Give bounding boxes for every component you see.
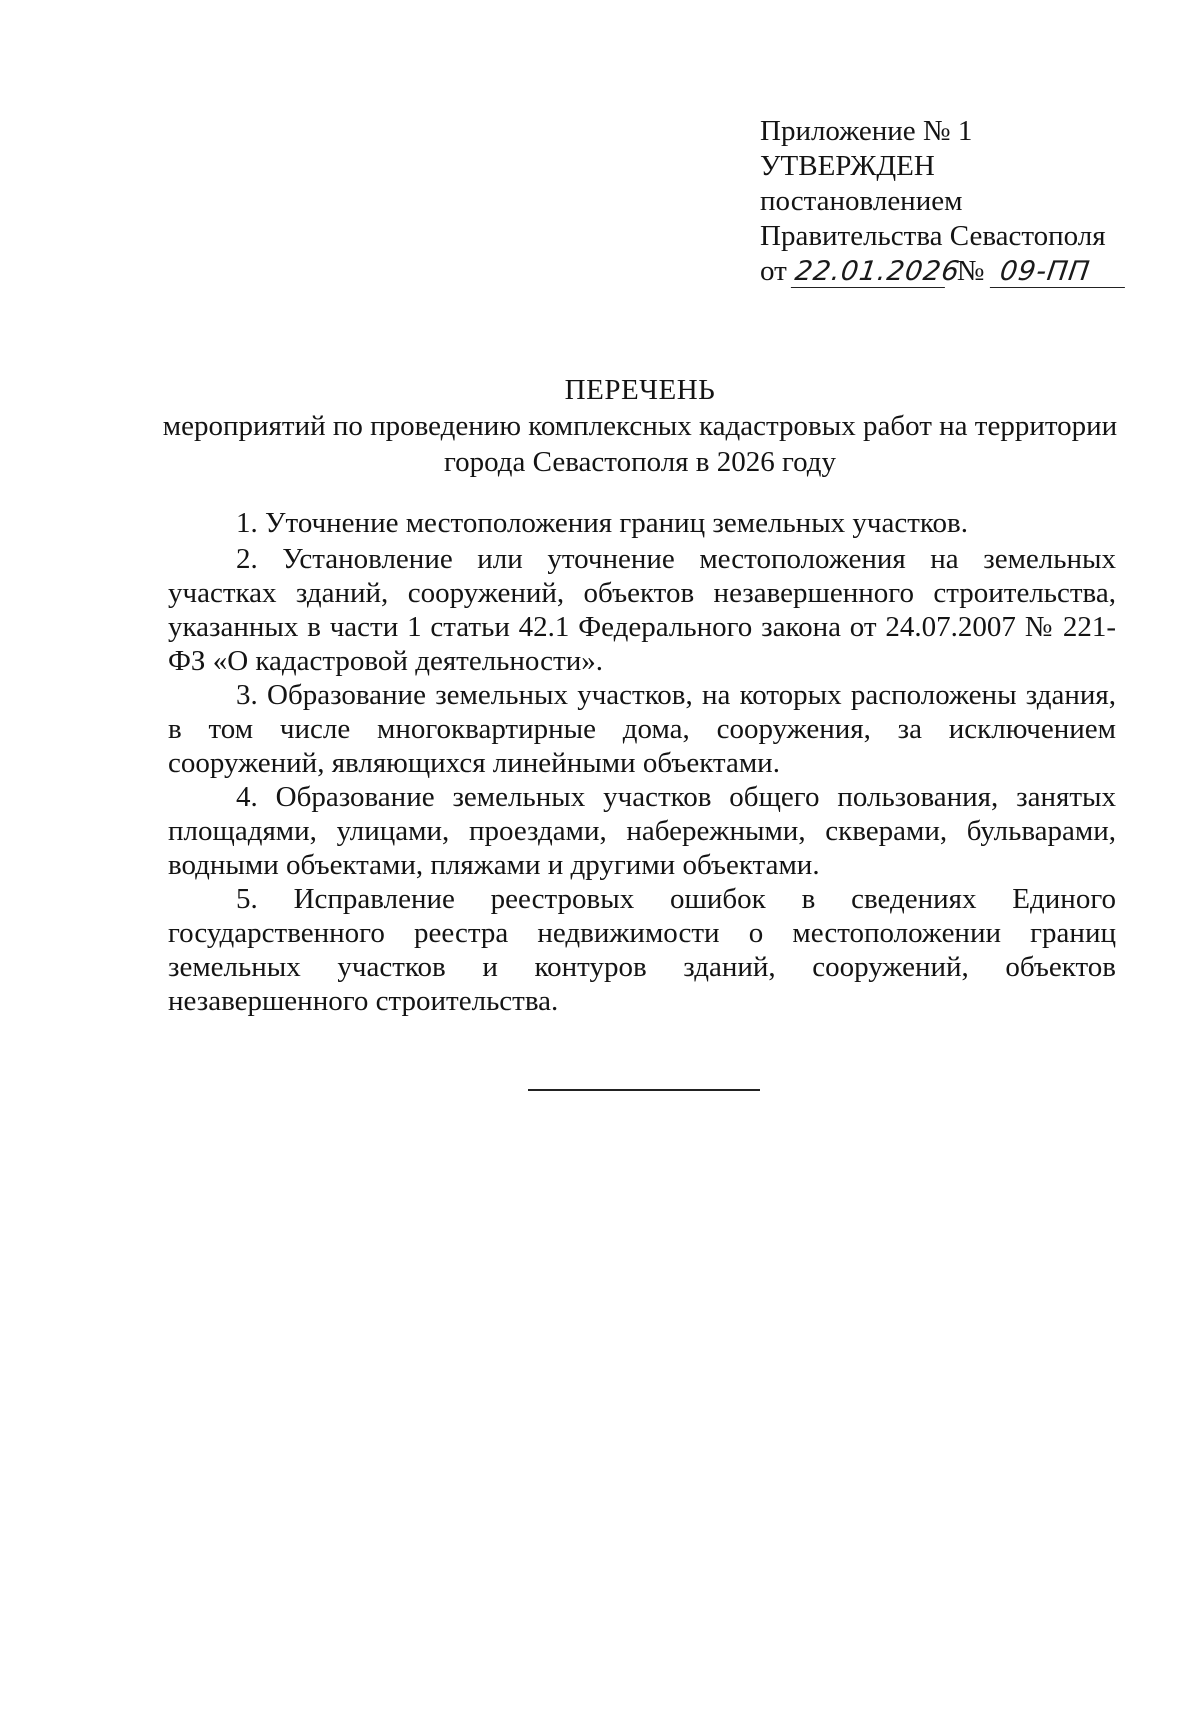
list-item: 5. Исправление реестровых ошибок в сведениях Единого государственного реестра недвижимости о местоположении границ земельных участков и контуров зданий, сооружений, объектов незавершенного строительства. bbox=[168, 883, 1116, 1017]
date-prefix: от bbox=[760, 255, 787, 287]
list-item: 2. Установление или уточнение местоположения на земельных участках зданий, сооружений, объектов незавершенного строительства, указанных в части 1 статьи 42.1 Федерального закона от 24.07.2007 № 221-ФЗ «О кадастровой деятельности». bbox=[168, 543, 1116, 677]
handwritten-date: 22.01.2026 bbox=[791, 257, 949, 288]
appendix-label: Приложение № 1 bbox=[760, 115, 973, 147]
government-label: Правительства Севастополя bbox=[760, 220, 1106, 252]
title-subtitle-line-2: города Севастополя в 2026 году bbox=[443, 446, 837, 478]
title-heading: ПЕРЕЧЕНЬ bbox=[564, 374, 716, 406]
measures-list bbox=[168, 506, 1116, 1018]
end-divider bbox=[528, 1089, 760, 1091]
title-subtitle-line-1: мероприятий по проведению комплексных кадастровых работ на территории bbox=[162, 410, 1118, 442]
date-number-line bbox=[760, 254, 1160, 289]
number-sign: № bbox=[956, 255, 985, 287]
resolution-label: постановлением bbox=[760, 185, 963, 217]
approved-label: УТВЕРЖДЕН bbox=[760, 150, 935, 182]
handwritten-number: 09-ПП bbox=[990, 257, 1129, 288]
list-item: 1. Уточнение местоположения границ земельных участков. bbox=[236, 507, 968, 539]
document-title bbox=[160, 372, 1120, 480]
approval-block bbox=[760, 114, 1160, 289]
list-item: 3. Образование земельных участков, на которых расположены здания, в том числе многоквартирные дома, сооружения, за исключением сооружений, являющихся линейными объектами. bbox=[168, 679, 1116, 779]
list-item: 4. Образование земельных участков общего пользования, занятых площадями, улицами, проездами, набережными, скверами, бульварами, водными объектами, пляжами и другими объектами. bbox=[168, 781, 1116, 881]
